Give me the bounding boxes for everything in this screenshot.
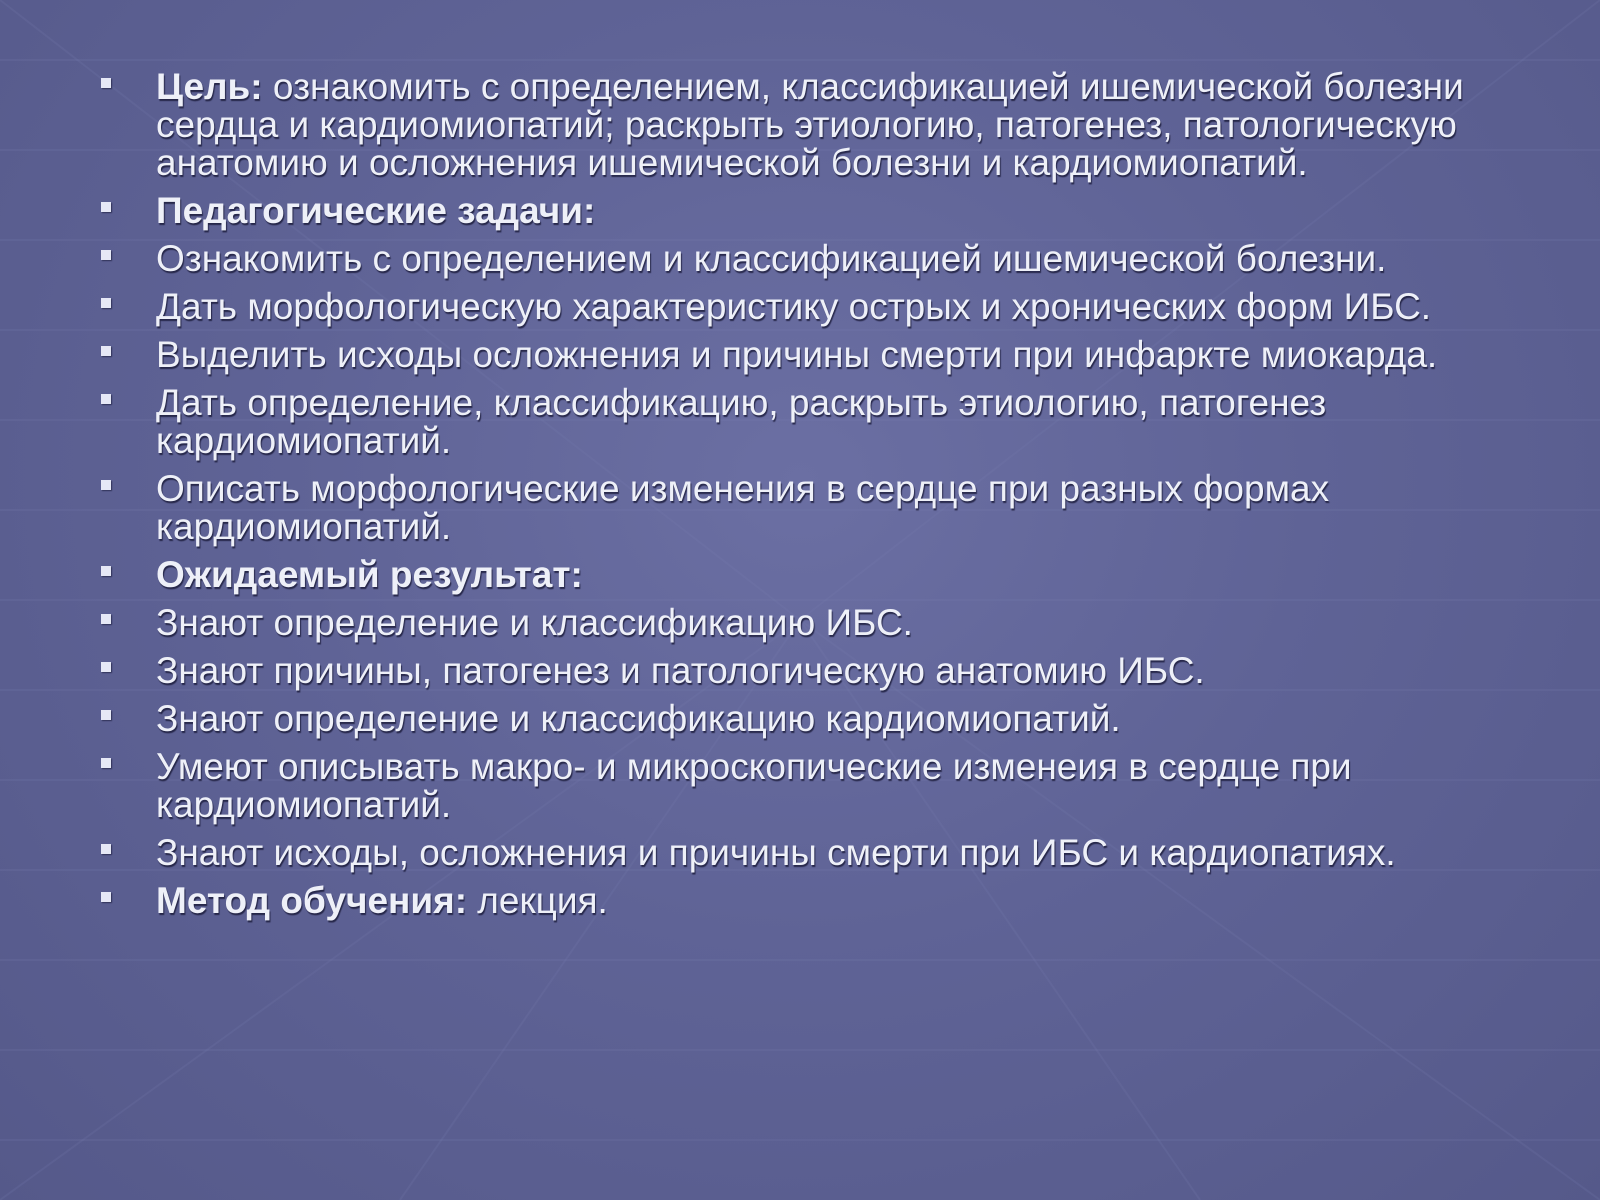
square-bullet-icon (101, 614, 111, 624)
bullet-text: Знают причины, патогенез и патологическую анатомию ИБС. (156, 650, 1205, 691)
square-bullet-icon (101, 566, 111, 576)
bullet-lead: Ожидаемый результат: (156, 554, 583, 595)
bullet-item (96, 834, 1516, 872)
square-bullet-icon (101, 844, 111, 854)
bullet-text: Дать определение, классификацию, раскрыть этиологию, патогенез кардиомиопатий. (156, 382, 1327, 461)
bullet-item (96, 652, 1516, 690)
bullet-item (96, 192, 1516, 230)
bullet-text: Умеют описывать макро- и микроскопические изменеия в сердце при кардиомиопатий. (156, 746, 1352, 825)
bullet-text: Знают исходы, осложнения и причины смерти при ИБС и кардиопатиях. (156, 832, 1396, 873)
bullet-item (96, 240, 1516, 278)
bullet-text: Знают определение и классификацию ИБС. (156, 602, 913, 643)
square-bullet-icon (101, 480, 111, 490)
bullet-item (96, 384, 1516, 460)
bullet-text: Дать морфологическую характеристику острых и хронических форм ИБС. (156, 286, 1432, 327)
bullet-item (96, 470, 1516, 546)
bullet-text: ознакомить с определением, классификацией ишемической болезни сердца и кардиомиопатий; раскрыть этиологию, патогенез, патологическую анатомию и осложнения ишемической болезни и кардиомиопатий. (156, 66, 1464, 183)
bullet-lead: Педагогические задачи: (156, 190, 596, 231)
bullet-item (96, 68, 1516, 182)
bullet-item (96, 556, 1516, 594)
bullet-item (96, 882, 1516, 920)
square-bullet-icon (101, 394, 111, 404)
square-bullet-icon (101, 250, 111, 260)
bullet-text: Описать морфологические изменения в сердце при разных формах кардиомиопатий. (156, 468, 1330, 547)
square-bullet-icon (101, 202, 111, 212)
square-bullet-icon (101, 758, 111, 768)
slide-bullet-list (96, 68, 1516, 930)
bullet-text: Знают определение и классификацию кардиомиопатий. (156, 698, 1121, 739)
square-bullet-icon (101, 298, 111, 308)
square-bullet-icon (101, 78, 111, 88)
bullet-item (96, 604, 1516, 642)
bullet-text: Ознакомить с определением и классификацией ишемической болезни. (156, 238, 1387, 279)
square-bullet-icon (101, 346, 111, 356)
bullet-item (96, 336, 1516, 374)
bullet-item (96, 700, 1516, 738)
bullet-text: лекция. (467, 880, 608, 921)
bullet-item (96, 748, 1516, 824)
bullet-lead: Цель: (156, 66, 263, 107)
square-bullet-icon (101, 892, 111, 902)
bullet-lead: Метод обучения: (156, 880, 468, 921)
bullet-text: Выделить исходы осложнения и причины смерти при инфаркте миокарда. (156, 334, 1438, 375)
square-bullet-icon (101, 662, 111, 672)
bullet-item (96, 288, 1516, 326)
square-bullet-icon (101, 710, 111, 720)
